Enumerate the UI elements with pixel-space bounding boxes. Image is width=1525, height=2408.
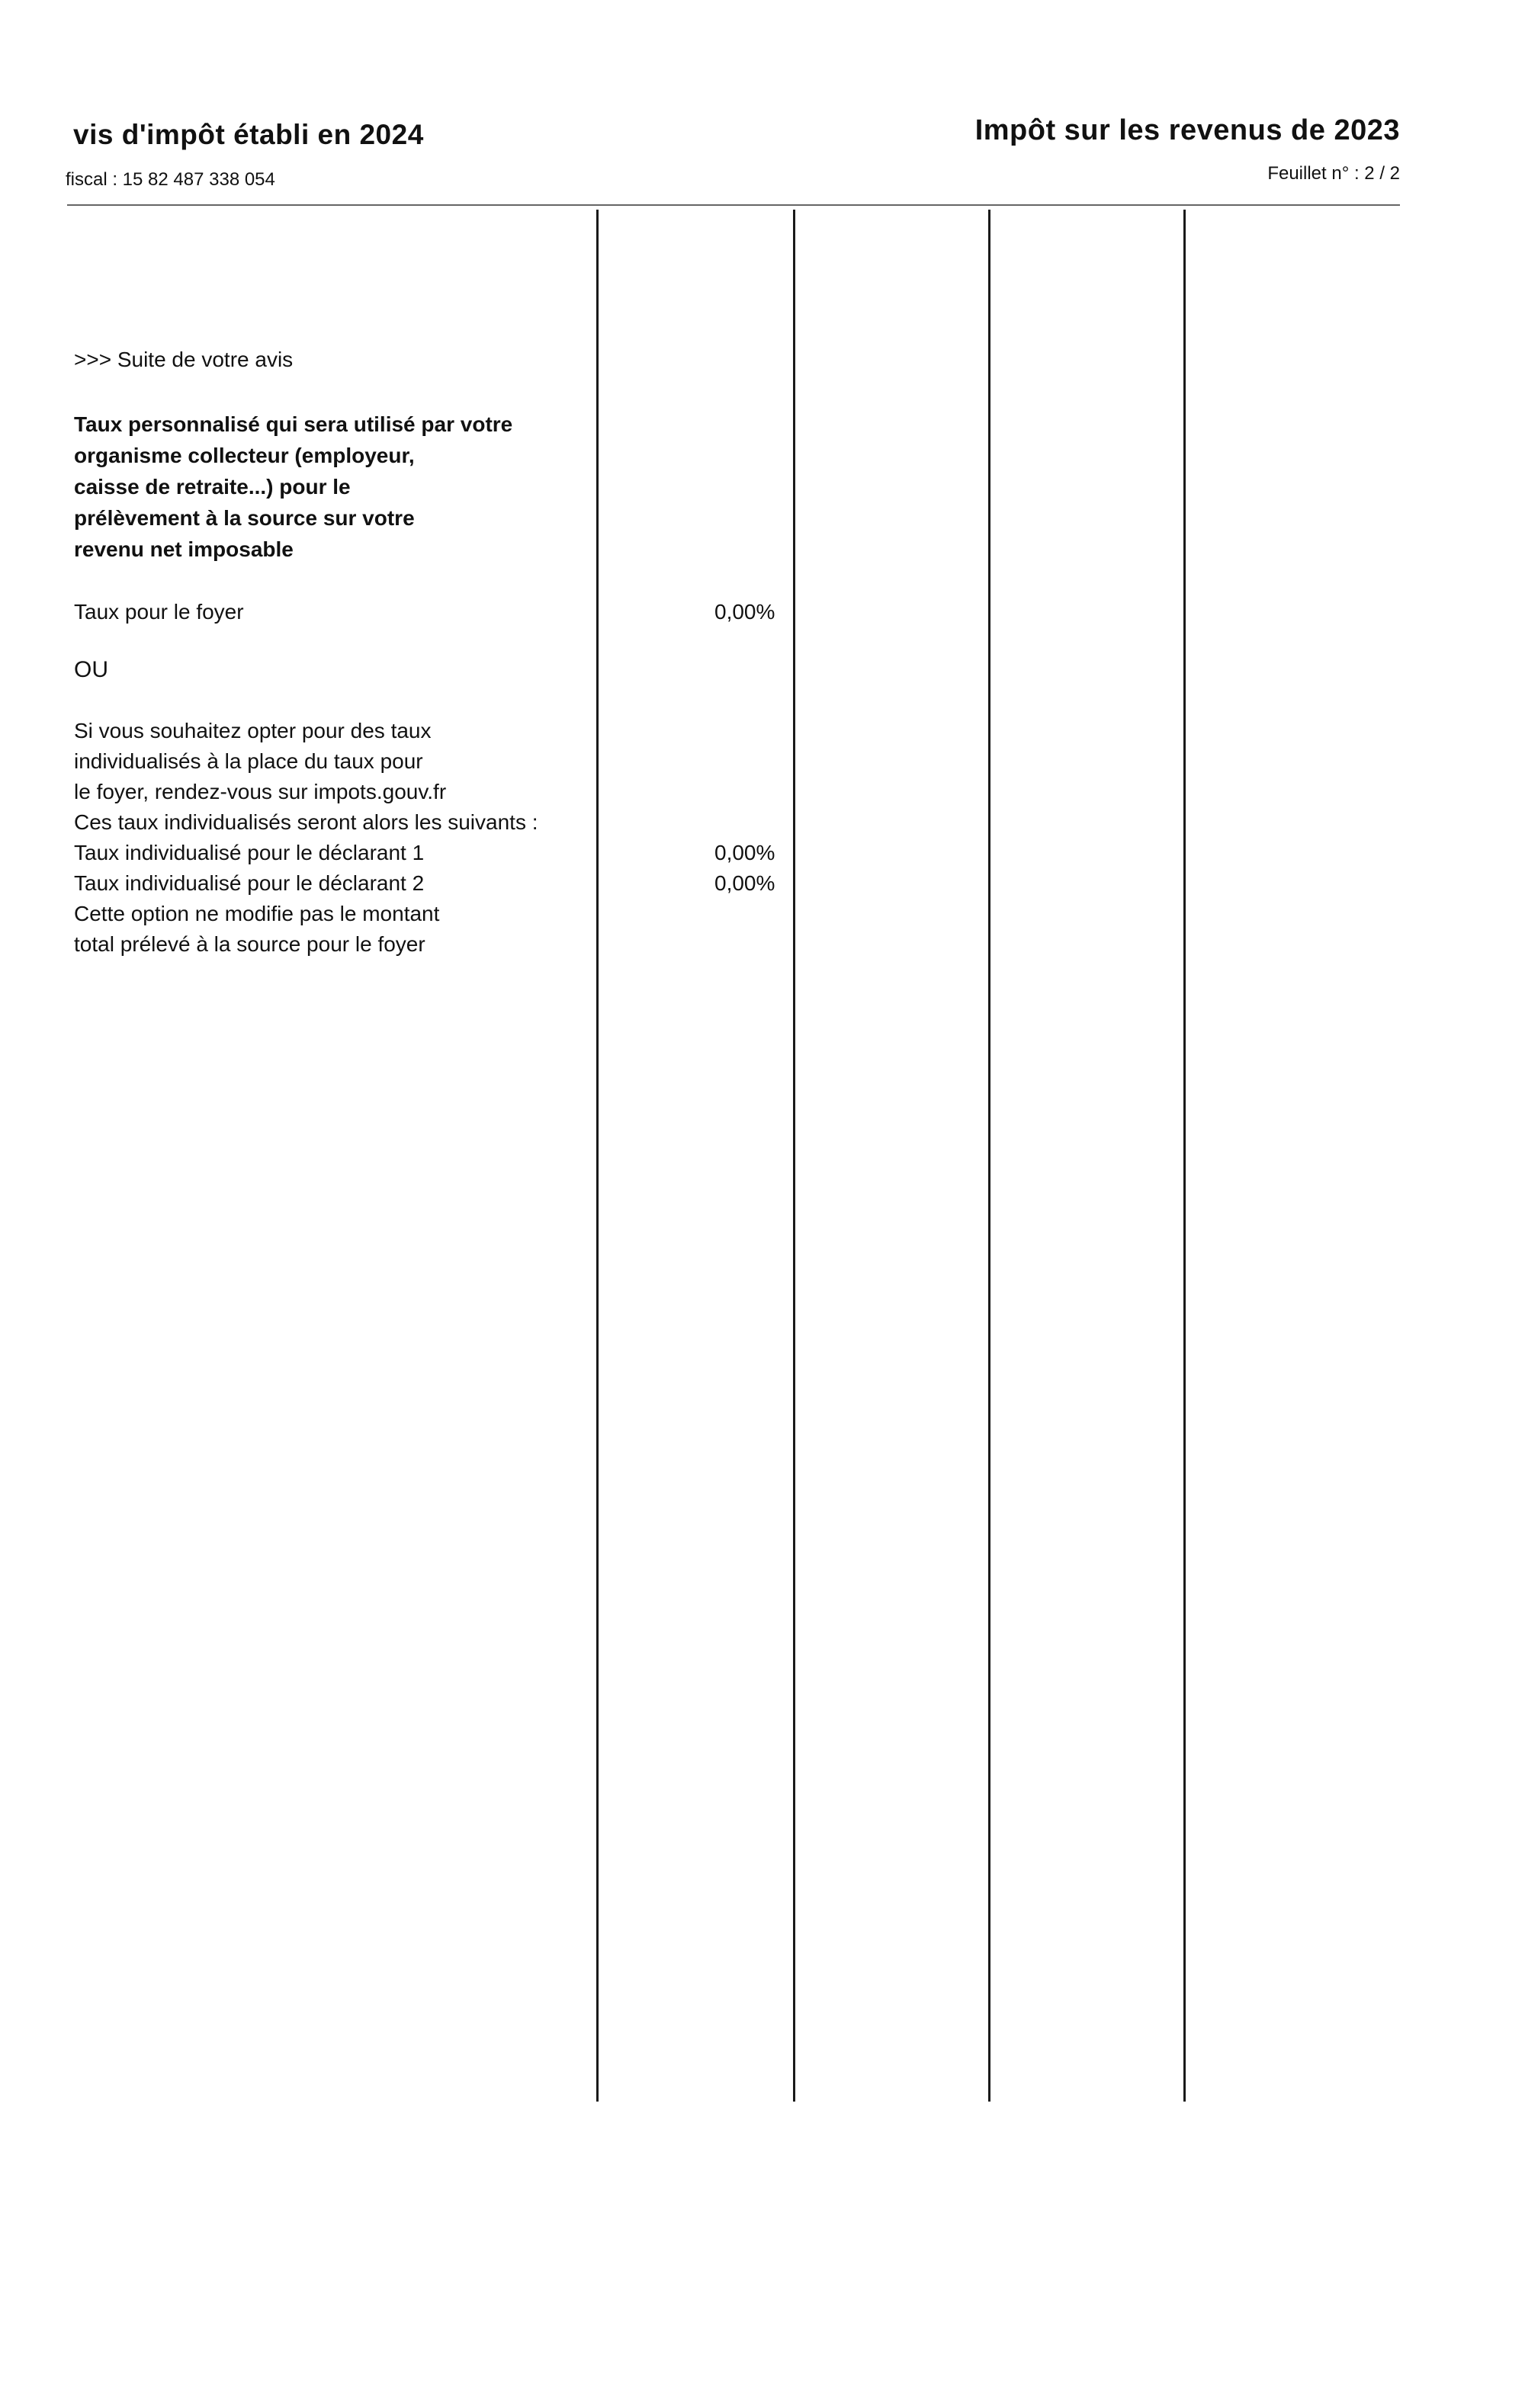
- or-separator: OU: [74, 657, 108, 682]
- declarant-1-rate-label: Taux individualisé pour le déclarant 1: [74, 841, 425, 864]
- closing-text-line: total prélevé à la source pour le foyer: [74, 932, 425, 956]
- notice-title: vis d'impôt établi en 2024: [73, 119, 424, 150]
- fiscal-number: fiscal : 15 82 487 338 054: [66, 169, 275, 190]
- option-text-line: le foyer, rendez-vous sur impots.gouv.fr: [74, 780, 447, 803]
- column-divider: [988, 210, 990, 2102]
- column-divider: [793, 210, 795, 2102]
- household-rate-value: 0,00%: [714, 600, 775, 624]
- option-text-line: Ces taux individualisés seront alors les suivants :: [74, 810, 538, 834]
- option-text-line: Si vous souhaitez opter pour des taux: [74, 719, 432, 742]
- column-divider: [1183, 210, 1186, 2102]
- heading-line: caisse de retraite...) pour le: [74, 475, 351, 499]
- notice-body: [74, 345, 775, 960]
- declarant-2-rate-value: 0,00%: [714, 871, 775, 895]
- heading-line: revenu net imposable: [74, 537, 294, 561]
- heading-line: prélèvement à la source sur votre: [74, 506, 415, 530]
- household-rate-label: Taux pour le foyer: [74, 600, 244, 624]
- declarant-1-rate-value: 0,00%: [714, 841, 775, 864]
- continuation-label: >>> Suite de votre avis: [74, 348, 294, 371]
- option-text-line: individualisés à la place du taux pour: [74, 749, 423, 773]
- household-rate-row: [74, 597, 775, 627]
- declarant-1-rate-row: [74, 838, 775, 868]
- declarant-2-rate-label: Taux individualisé pour le déclarant 2: [74, 871, 425, 895]
- header-divider: [67, 204, 1400, 206]
- declarant-2-rate-row: [74, 868, 775, 899]
- personalized-rate-heading: [74, 409, 608, 565]
- heading-line: organisme collecteur (employeur,: [74, 444, 415, 467]
- closing-text-line: Cette option ne modifie pas le montant: [74, 902, 440, 925]
- sheet-number: Feuillet n° : 2 / 2: [1267, 163, 1400, 184]
- heading-line: Taux personnalisé qui sera utilisé par votre: [74, 412, 513, 436]
- income-year-title: Impôt sur les revenus de 2023: [974, 114, 1400, 146]
